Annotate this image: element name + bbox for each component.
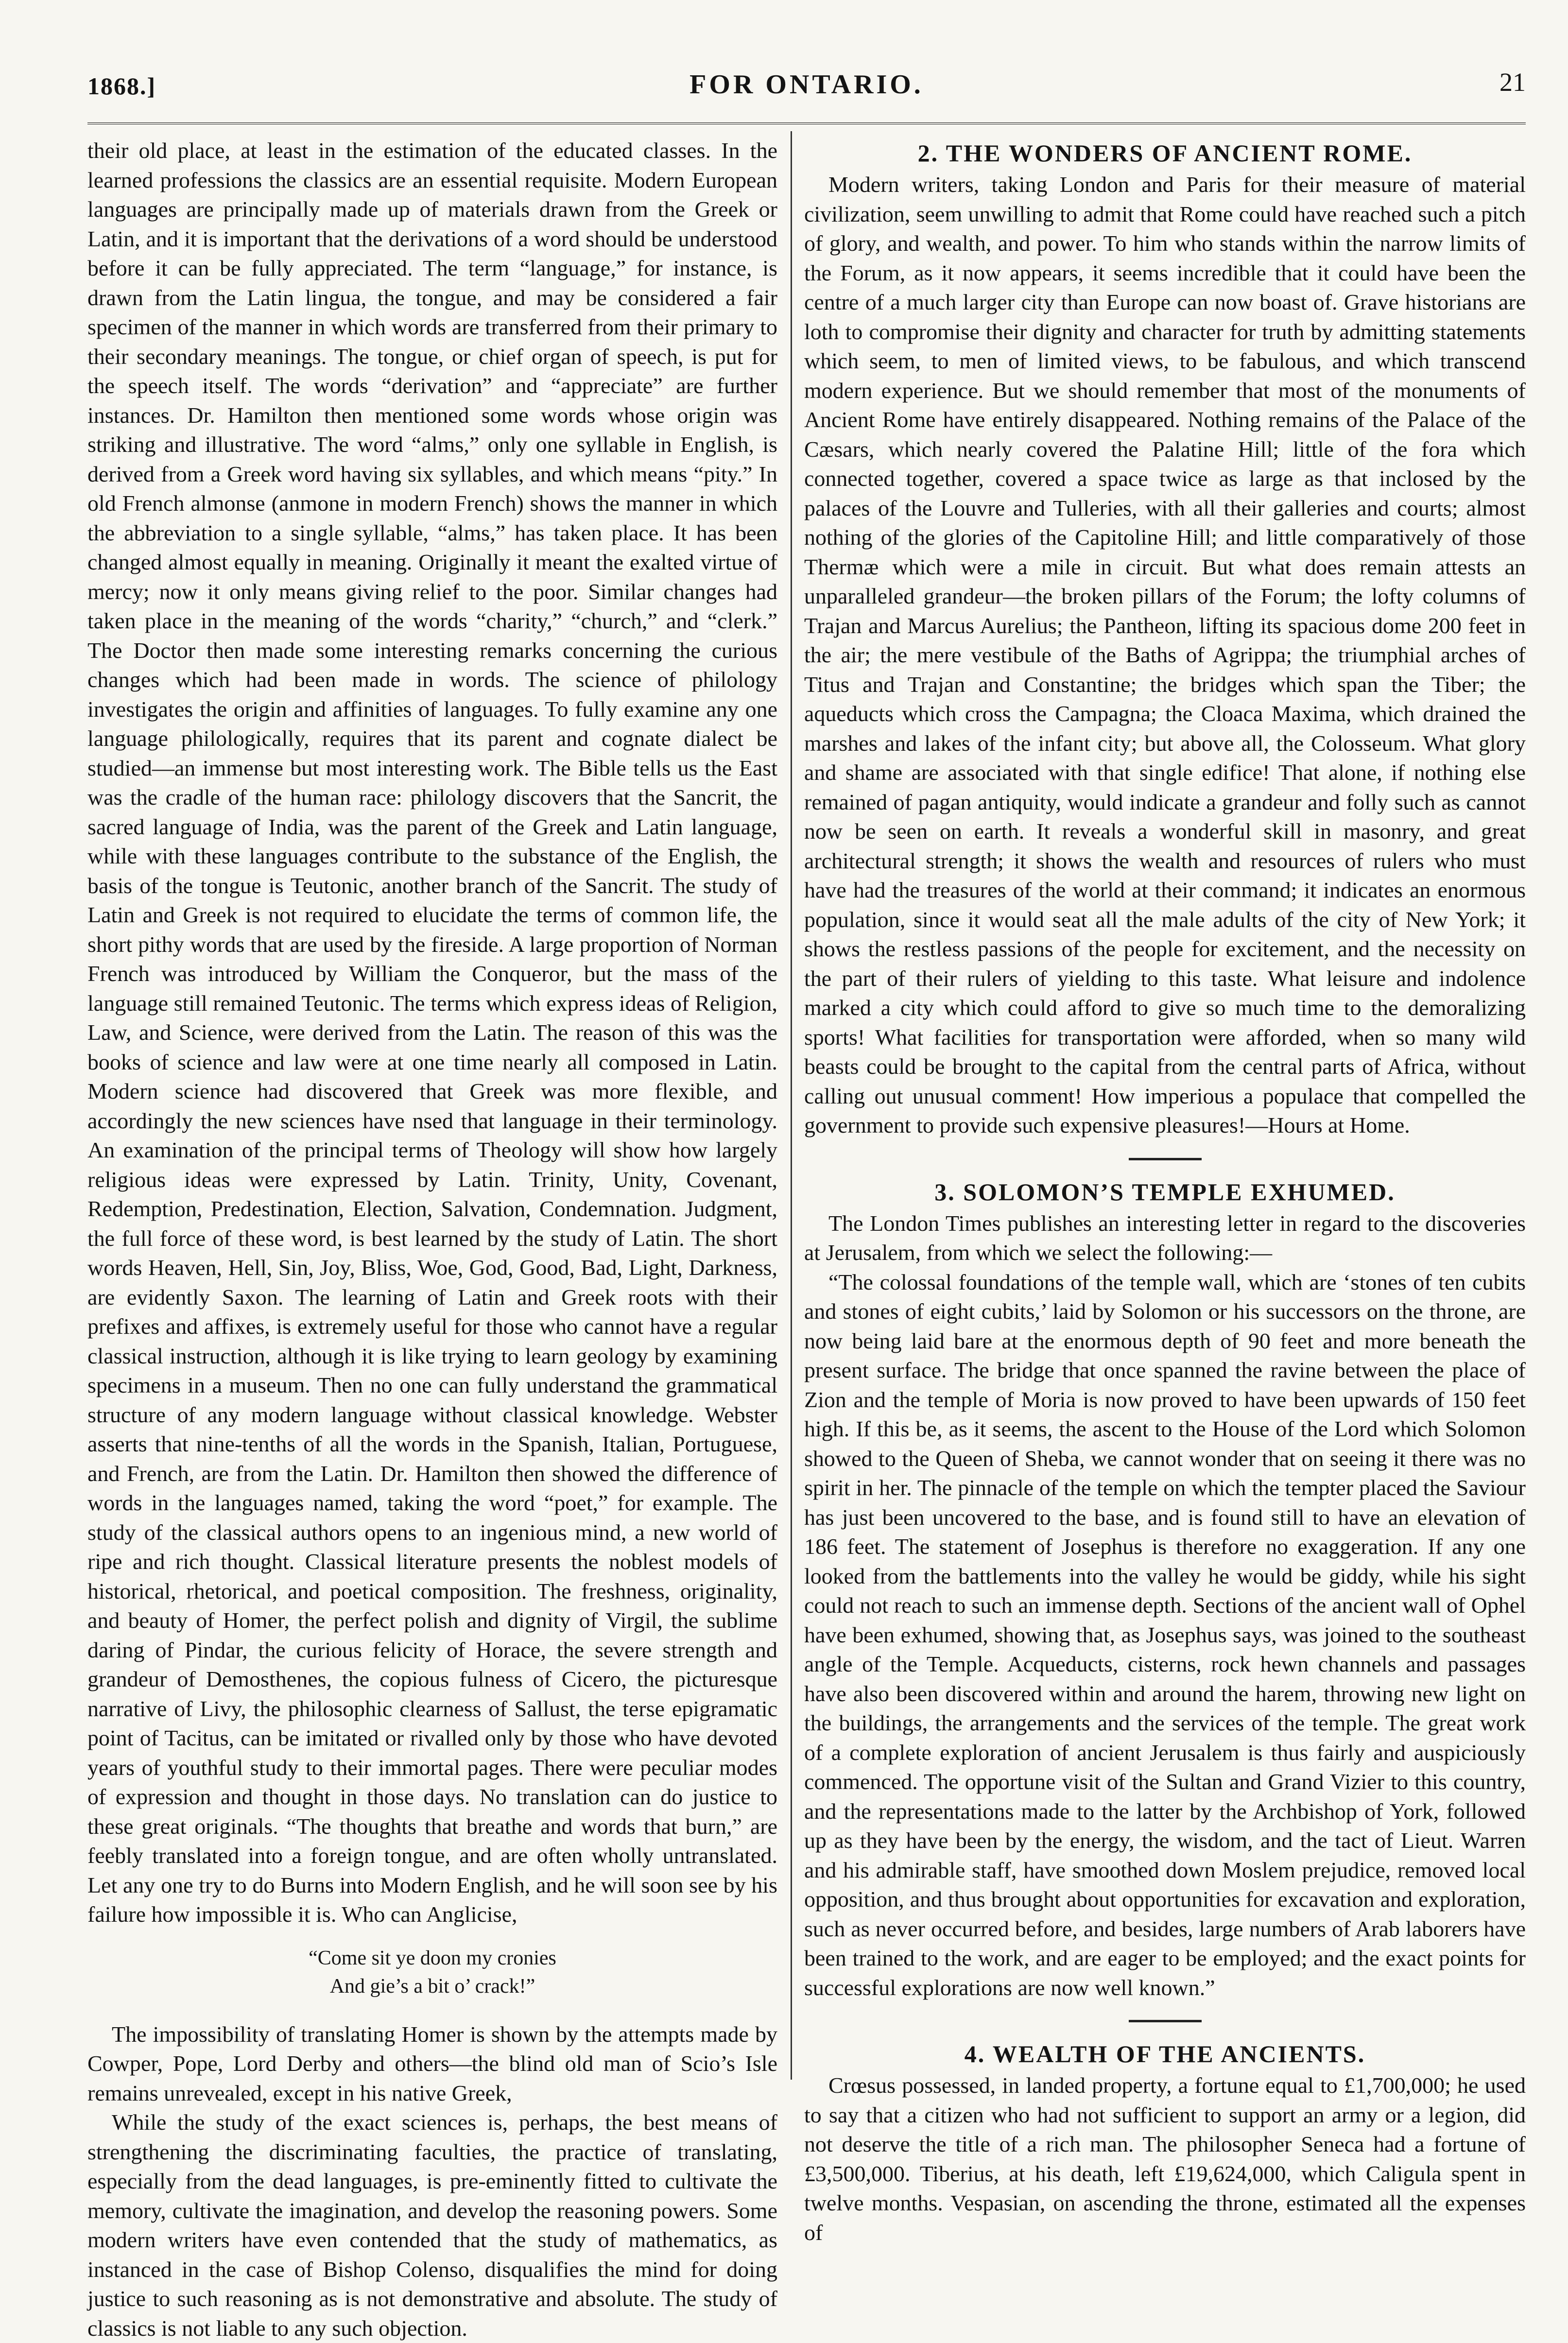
header-year: 1868.] [87, 72, 156, 100]
homer-paragraph: The impossibility of translating Homer is shown by the attempts made by Cowper, Pope, Lord Derby and others—the blind old man of Scio’s Isle remains unrevealed, except in his native Greek, [87, 2021, 777, 2105]
article-title-ancient-rome: 2. THE WONDERS OF ANCIENT ROME. [917, 139, 1413, 167]
translation-paragraph: While the study of the exact sciences is, perhaps, the best means of strengthening the discriminating faculties, the practice of translating, especially from the dead languages, is pre-eminently fitted to cultivate the memory, cultivate the imagination, and develop the reasoning powers. Some modern writers have even contended that the study of mathematics, as instanced in the case of Bishop Colenso, disqualifies the mind for doing justice to such reasoning as is not demonstrative and absolute. The study of classics is not liable to any such objection. [87, 2110, 777, 2341]
header-title: FOR ONTARIO. [689, 69, 924, 100]
verse-line: And gie’s a bit o’ crack!” [329, 1975, 535, 1998]
left-column [87, 136, 777, 2341]
article-title-solomons-temple: 3. SOLOMON’S TEMPLE EXHUMED. [934, 1178, 1396, 1206]
article-body-solomons-temple: “The colossal foundations of the temple wall, which are ‘stones of ten cubits and stones of eight cubits,’ laid by Solomon or his successors on the throne, are now being laid bare at the enormous depth of 90 feet and more beneath the present surface. The bridge that once spanned the ravine between the place of Zion and the temple of Moria is now proved to have been upwards of 150 feet high. If this be, as it seems, the ascent to the House of the Lord which Solomon showed to the Queen of Sheba, we cannot wonder that on seeing it there was no spirit in her. The pinnacle of the temple on which the tempter placed the Saviour has just been uncovered to the base, and is found still to have an elevation of 186 feet. The statement of Josephus is therefore no exaggeration. If any one looked from the battlements into the valley he would be giddy, while his sight could not reach to such an immense depth. Sections of the ancient wall of Ophel have been exhumed, showing that, as Josephus says, was joined to the southeast angle of the Temple. Acqueducts, cisterns, rock hewn channels and passages have also been discovered within and around the harem, throwing new light on the buildings, the arrangements and the services of the temple. The great work of a complete exploration of ancient Jerusalem is thus fairly and auspiciously commenced. The opportune visit of the Sultan and Grand Vizier to this country, and the representations made to the latter by the Archbishop of York, followed up as they have been by the energy, the wisdom, and the tact of Lieut. Warren and his admirable staff, have smoothed down Moslem prejudice, removed local opposition, and thus brought about opportunities for excavation and exploration, such as never occurred before, and besides, large numbers of Arab laborers have been trained to the work, and are eager to be employed; and the exact points for successful explorations are now well known.” [804, 1269, 1526, 2000]
section-divider [1129, 2020, 1202, 2022]
running-head [87, 63, 1526, 107]
article-title-wealth-of-ancients: 4. WEALTH OF THE ANCIENTS. [964, 2040, 1366, 2067]
verse-quotation [87, 1944, 777, 2000]
right-column [804, 136, 1526, 2245]
article-body-ancient-rome: Modern writers, taking London and Paris for their measure of material civilization, seem unwilling to admit that Rome could have reached such a pitch of glory, and wealth, and power. To him who stands within the narrow limits of the Forum, as it now appears, it seems incredible that it could have been the centre of a much larger city than Europe can now boast of. Grave historians are loth to compromise their dignity and character for truth by admitting statements which seem, to men of limited views, to be fabulous, and which transcend modern experience. But we should remember that most of the monuments of Ancient Rome have entirely disappeared. Nothing remains of the Palace of the Cæsars, which nearly covered the Palatine Hill; little of the fora which connected together, covered a space twice as large as that inclosed by the palaces of the Louvre and Tulleries, with all their galleries and courts; almost nothing of the glories of the Capitoline Hill; and little comparatively of those Thermæ which were a mile in circuit. But what does remain attests an unparalleled grandeur—the broken pillars of the Forum; the lofty columns of Trajan and Marcus Aurelius; the Pantheon, lifting its spacious dome 200 feet in the air; the mere vestibule of the Baths of Agrippa; the triumphial arches of Titus and Trajan and Constantine; the bridges which span the Tiber; the aqueducts which cross the Campagna; the Cloaca Maxima, which drained the marshes and lakes of the infant city; but above all, the Colosseum. What glory and shame are associated with that single edifice! That alone, if nothing else remained of pagan antiquity, would indicate a grandeur and folly such as cannot now be seen on earth. It reveals a wonderful skill in masonry, and great architectural strength; it shows the wealth and resources of rulers who must have had the treasures of the world at their command; it indicates an enormous population, since it would seat all the male adults of the city of New York; it shows the restless passions of the people for excitement, and the necessity on the part of their rulers of yielding to this taste. What leisure and indolence marked a city which could afford to give so much time to the demoralizing sports! What facilities for transportation were afforded, when so many wild beasts could be brought to the capital from the central parts of Africa, without calling out unusual comment! How imperious a populace that compelled the government to provide such expensive pleasures!—Hours at Home. [804, 172, 1526, 1137]
verse-line: “Come sit ye doon my cronies [309, 1947, 556, 1969]
article-intro-solomons-temple: The London Times publishes an interesting letter in regard to the discoveries at Jerusalem, from which we select the following:— [804, 1210, 1526, 1265]
section-divider [1129, 1158, 1202, 1160]
article-body-wealth-of-ancients: Crœsus possessed, in landed property, a fortune equal to £1,700,000; he used to say that a citizen who had not sufficient to support an army or a legion, did not deserve the title of a rich man. The philosopher Seneca had a fortune of £3,500,000. Tiberius, at his death, left £19,624,000, which Caligula spent in twelve months. Vespasian, on ascending the throne, estimated all the expenses of [804, 2073, 1526, 2245]
column-divider [791, 131, 792, 2080]
page-number: 21 [1499, 68, 1526, 97]
header-rule [87, 122, 1526, 124]
classics-paragraph-continued: their old place, at least in the estimation of the educated classes. In the learned professions the classics are an essential requisite. Modern European languages are principally made up of materials drawn from the Greek or Latin, and it is important that the derivations of a word should be understood before it can be fully appreciated. The term “language,” for instance, is drawn from the Latin lingua, the tongue, and may be considered a fair specimen of the manner in which words are transferred from their primary to their secondary meanings. The tongue, or chief organ of speech, is put for the speech itself. The words “derivation” and “appreciate” are further instances. Dr. Hamilton then mentioned some words whose origin was striking and illustrative. The word “alms,” only one syllable in English, is derived from a Greek word having six syllables, and which means “pity.” In old French almonse (anmone in modern French) shows the manner in which the abbreviation to a single syllable, “alms,” has taken place. It has been changed almost equally in meaning. Originally it meant the exalted virtue of mercy; now it only means giving relief to the poor. Similar changes had taken place in the meaning of the words “charity,” “church,” and “clerk.” The Doctor then made some interesting remarks concerning the curious changes which had been made in words. The science of philology investigates the origin and affinities of languages. To fully examine any one language philologically, requires that its parent and cognate dialect be studied—an immense but most interesting work. The Bible tells us the East was the cradle of the human race: philology discovers that the Sancrit, the sacred language of India, was the parent of the Greek and Latin language, while with these languages contribute to the substance of the English, the basis of the tongue is Teutonic, another branch of the Sancrit. The study of Latin and Greek is not required to elucidate the terms of common life, the short pithy words that are used by the fireside. A large proportion of Norman French was introduced by William the Conqueror, but the mass of the language still remained Teutonic. The terms which express ideas of Religion, Law, and Science, were derived from the Latin. The reason of this was the books of science and law were at one time nearly all composed in Latin. Modern science had discovered that Greek was more flexible, and accordingly the new sciences have nsed that language in their terminology. An examination of the principal terms of Theology will show how largely religious ideas were expressed by Latin. Trinity, Unity, Covenant, Redemption, Predestination, Election, Salvation, Condemnation. Judgment, the full force of these word, is best learned by the study of Latin. The short words Heaven, Hell, Sin, Joy, Bliss, Woe, God, Good, Bad, Light, Darkness, are evidently Saxon. The learning of Latin and Greek roots with their prefixes and affixes, is extremely useful for those who cannot have a regular classical instruction, although it is like trying to learn geology by examining specimens in a museum. Then no one can fully understand the grammatical structure of any modern language without classical knowledge. Webster asserts that nine-tenths of all the words in the Spanish, Italian, Portuguese, and French, are from the Latin. Dr. Hamilton then showed the difference of words in the languages named, taking the word “poet,” for example. The study of the classical authors opens to an ingenious mind, a new world of ripe and rich thought. Classical literature presents the noblest models of historical, rhetorical, and poetical composition. The freshness, originality, and beauty of Homer, the perfect polish and dignity of Virgil, the sublime daring of Pindar, the curious felicity of Horace, the severe strength and grandeur of Demosthenes, the copious fulness of Cicero, the picturesque narrative of Livy, the philosophic clearness of Sallust, the terse epigramatic point of Tacitus, can be imitated or rivalled only by those who have devoted years of youthful study to their immortal pages. There were peculiar modes of expression and thought in those days. No translation can do justice to these great originals. “The thoughts that breathe and words that burn,” are feebly translated into a foreign tongue, and are often wholly untranslated. Let any one try to do Burns into Modern English, and he will soon see by his failure how impossible it is. Who can Anglicise, [87, 138, 777, 1927]
